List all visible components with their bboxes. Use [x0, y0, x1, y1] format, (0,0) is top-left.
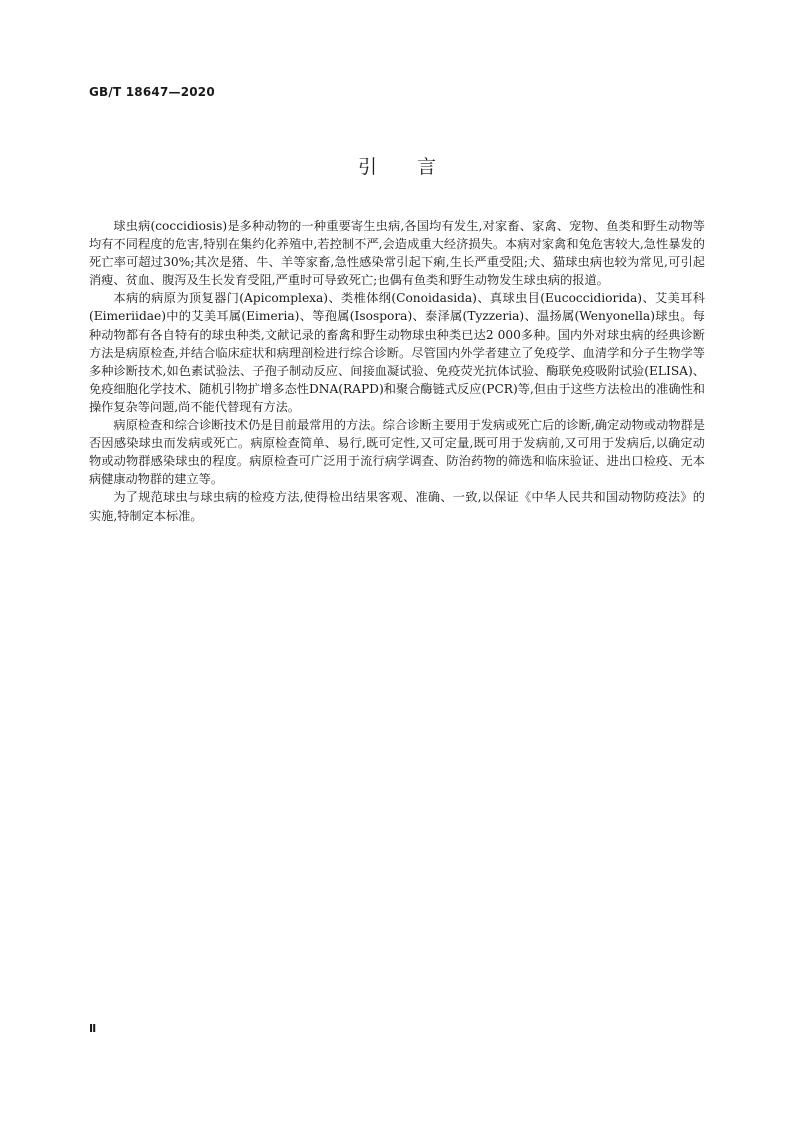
title-char-2: 言 — [417, 156, 437, 178]
paragraph-1: 球虫病(coccidiosis)是多种动物的一种重要寄生虫病,各国均有发生,对家畜、家禽、宠物、鱼类和野生动物等均有不同程度的危害,特别在集约化养殖中,若控制不严,会造成重大经济损失。本病对家禽和兔危害较大,急性暴发的死亡率可超过30%;其次是猪、牛、羊等家畜,急性感染常引起下痢,生长严重受阻;犬、猫球虫病也较为常见,可引起消瘦、贫血、腹泻及生长发育受阻,严重时可导致死亡;也偶有鱼类和野生动物发生球虫病的报道。 — [89, 219, 705, 288]
title-char-1: 引 — [357, 156, 377, 178]
paragraph-4: 为了规范球虫与球虫病的检疫方法,使得检出结果客观、准确、一致,以保证《中华人民共和国动物防疫法》的实施,特制定本标准。 — [89, 490, 705, 523]
document-number: GB/T 18647—2020 — [89, 85, 215, 99]
paragraph-2: 本病的病原为顶复器门(Apicomplexa)、类椎体纲(Conoidasida)、真球虫目(Eucoccidiorida)、艾美耳科(Eimeriidae)中的艾美耳属(Eimeria)、等孢属(Isospora)、泰泽属(Tyzzeria)、温扬属(Wenyonella)球虫。每种动物都有各自特有的球虫种类,文献记录的畜禽和野生动物球虫种类已达2 000多种。国内外对球虫病的经典诊断方法是病原检查,并结合临床症状和病理剖检进行综合诊断。尽管国内外学者建立了免疫学、血清学和分子生物学等多种诊断技术,如色素试验法、子孢子制动反应、间接血凝试验、免疫荧光抗体试验、酶联免疫吸附试验(ELISA)、免疫细胞化学技术、随机引物扩增多态性DNA(RAPD)和聚合酶链式反应(PCR)等,但由于这些方法检出的准确性和操作复杂等问题,尚不能代替现有方法。 — [89, 291, 705, 414]
introduction-body — [89, 217, 705, 525]
paragraph-3: 病原检查和综合诊断技术仍是目前最常用的方法。综合诊断主要用于发病或死亡后的诊断,确定动物或动物群是否因感染球虫而发病或死亡。病原检查简单、易行,既可定性,又可定量,既可用于发病前,又可用于发病后,以确定动物或动物群感染球虫的程度。病原检查可广泛用于流行病学调查、防治药物的筛选和临床验证、进出口检疫、无本病健康动物群的建立等。 — [89, 418, 705, 487]
page-number: Ⅱ — [89, 1022, 97, 1035]
section-title — [0, 152, 794, 179]
